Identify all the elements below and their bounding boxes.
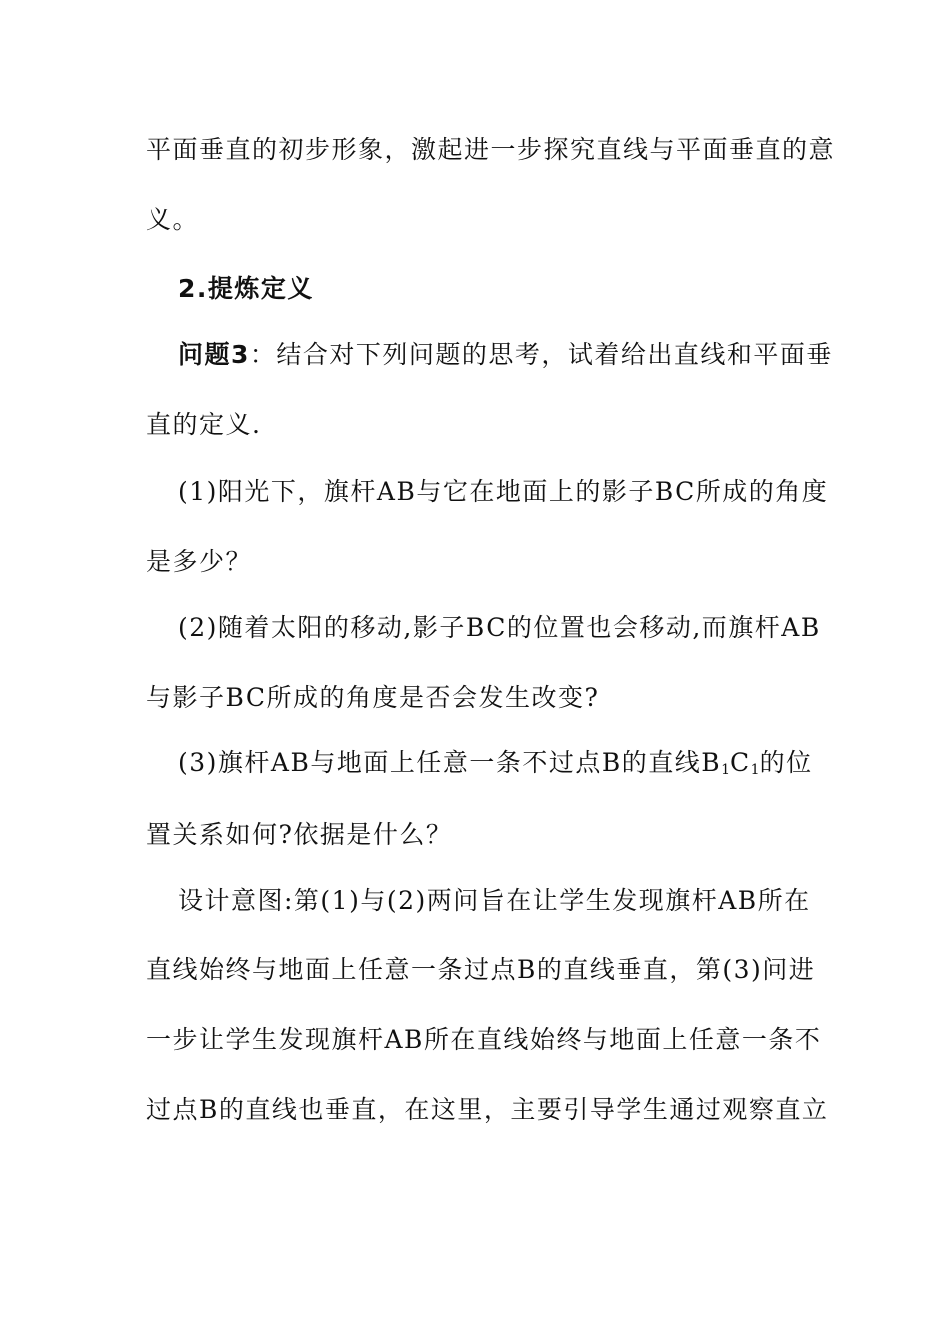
sub-question-text: (3)旗杆AB与地面上任意一条不过点B的直线B (178, 748, 722, 777)
design-intent-line: 直线始终与地面上任意一条过点B的直线垂直，第(3)问进 (146, 955, 816, 984)
design-intent-line: 设计意图:第(1)与(2)两问旨在让学生发现旗杆AB所在 (178, 886, 811, 915)
sub-question-line (178, 746, 813, 787)
subscript: 1 (750, 762, 760, 778)
sub-question-text: 的位 (759, 748, 813, 777)
sub-question-line: (2)随着太阳的移动,影子BC的位置也会移动,而旗杆AB (178, 613, 821, 642)
section-heading: 2.提炼定义 (178, 274, 314, 303)
sub-question-line: (1)阳光下，旗杆AB与它在地面上的影子BC所成的角度 (178, 477, 829, 506)
question-line (178, 338, 833, 372)
sub-question-line: 置关系如何?依据是什么？ (146, 820, 453, 849)
sub-question-line: 与影子BC所成的角度是否会发生改变? (146, 683, 600, 712)
question-line: 直的定义. (146, 410, 262, 439)
paragraph-line: 平面垂直的初步形象，激起进一步探究直线与平面垂直的意 (146, 135, 836, 164)
sub-question-text: C (730, 748, 751, 777)
design-intent-line: 过点B的直线也垂直，在这里，主要引导学生通过观察直立 (146, 1095, 829, 1124)
sub-question-line: 是多少？ (146, 547, 253, 576)
question-label: 问题3 (178, 340, 250, 369)
question-text: ：结合对下列问题的思考，试着给出直线和平面垂 (249, 340, 833, 369)
design-intent-line: 一步让学生发现旗杆AB所在直线始终与地面上任意一条不 (146, 1025, 822, 1054)
paragraph-line: 义。 (146, 205, 200, 234)
subscript: 1 (721, 762, 731, 778)
